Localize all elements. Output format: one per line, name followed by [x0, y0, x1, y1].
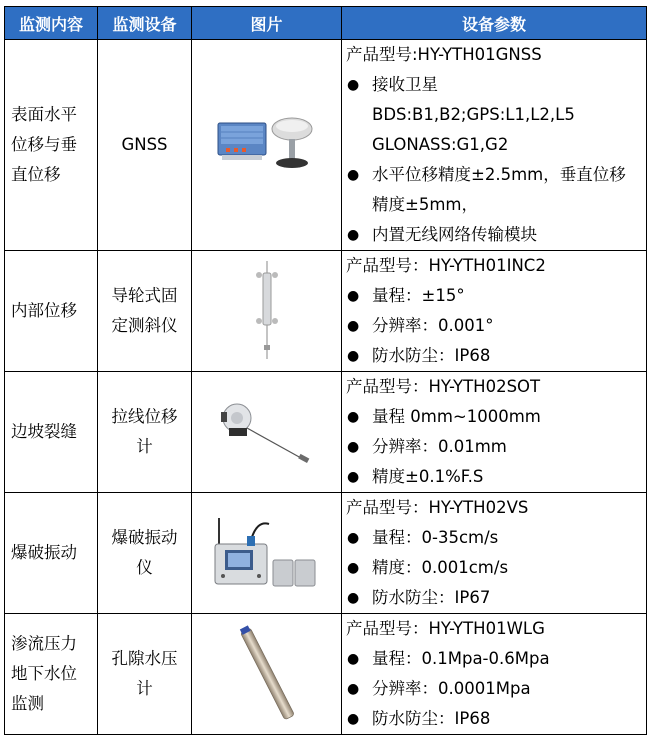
inclinometer-image	[247, 259, 287, 363]
param-bullet: ● 量程 0mm~1000mm	[346, 402, 642, 432]
piezometer-image	[212, 621, 322, 727]
content-line: 监测	[11, 694, 44, 713]
device-name-cell	[98, 372, 192, 493]
param-bullet: ● 水平位移精度±2.5mm，垂直位移	[346, 160, 642, 190]
param-bullet: ● 量程：0.1Mpa-0.6Mpa	[346, 644, 642, 674]
picture-cell	[192, 493, 342, 614]
device-line: 拉线位移	[111, 407, 178, 426]
table-row	[5, 40, 647, 251]
param-bullet: ● 分辨率：0.0001Mpa	[346, 674, 642, 704]
param-bullet: ● 内置无线网络传输模块	[346, 220, 642, 250]
parameters-cell	[342, 40, 647, 251]
equipment-spec-table	[4, 6, 647, 735]
param-continuation: BDS:B1,B2;GPS:L1,L2,L5	[372, 105, 575, 124]
device-line: 爆破振动	[111, 528, 178, 547]
device-line: 计	[136, 437, 153, 456]
device-line: 仪	[136, 558, 153, 577]
monitoring-content-cell	[5, 40, 98, 251]
param-bullet: ● 量程：±15°	[346, 281, 642, 311]
param-bullet: ● 防水防尘：IP68	[346, 341, 642, 371]
monitoring-content-cell	[5, 251, 98, 372]
header-device-parameters: 设备参数	[342, 7, 647, 40]
parameters-cell	[342, 614, 647, 735]
gnss-antenna-dome	[272, 118, 312, 168]
content-line: 边坡裂缝	[11, 422, 77, 441]
device-name-cell	[98, 493, 192, 614]
param-bullet: ● 分辨率：0.001°	[346, 311, 642, 341]
blast-vibrometer-image	[207, 510, 327, 596]
monitoring-content-cell	[5, 372, 98, 493]
picture-cell	[192, 251, 342, 372]
gnss-receiver-image	[212, 105, 322, 185]
table-row	[5, 493, 647, 614]
monitoring-content-cell	[5, 493, 98, 614]
picture-cell	[192, 40, 342, 251]
param-bullet: ● 防水防尘：IP67	[346, 583, 642, 613]
device-line: 孔隙水压	[111, 649, 178, 668]
parameters-cell	[342, 493, 647, 614]
param-bullet: ● 量程：0-35cm/s	[346, 523, 642, 553]
device-name-cell	[98, 251, 192, 372]
param-bullet: ● 防水防尘：IP68	[346, 704, 642, 734]
header-picture: 图片	[192, 7, 342, 40]
param-model-line: 产品型号:HY-YTH01GNSS	[346, 45, 542, 64]
header-monitoring-content: 监测内容	[5, 7, 98, 40]
device-name-cell	[98, 614, 192, 735]
param-bullet: ● 精度：0.001cm/s	[346, 553, 642, 583]
param-model-line: 产品型号：HY-YTH02VS	[346, 498, 529, 517]
device-line: 导轮式固	[111, 286, 178, 305]
device-name-cell	[98, 40, 192, 251]
param-bullet: ● 精度±0.1%F.S	[346, 462, 642, 492]
picture-cell	[192, 372, 342, 493]
content-line: 表面水平	[11, 105, 77, 124]
parameters-cell	[342, 372, 647, 493]
monitoring-content-cell	[5, 614, 98, 735]
picture-cell	[192, 614, 342, 735]
table-row	[5, 251, 647, 372]
content-line: 地下水位	[11, 664, 77, 683]
content-line: 直位移	[11, 165, 61, 184]
param-model-line: 产品型号：HY-YTH02SOT	[346, 377, 541, 396]
header-row	[5, 7, 647, 40]
content-line: 渗流压力	[11, 634, 77, 653]
param-model-line: 产品型号：HY-YTH01WLG	[346, 619, 545, 638]
device-line: 定测斜仪	[111, 316, 178, 335]
param-model-line: 产品型号：HY-YTH01INC2	[346, 256, 546, 275]
param-continuation: 精度±5mm，	[372, 195, 478, 214]
param-bullet: ● 接收卫星	[346, 70, 642, 100]
device-line: GNSS	[121, 135, 168, 154]
content-line: 位移与垂	[11, 135, 77, 154]
param-bullet: ● 分辨率：0.01mm	[346, 432, 642, 462]
draw-wire-sensor-image	[207, 392, 327, 472]
content-line: 爆破振动	[11, 543, 77, 562]
content-line: 内部位移	[11, 301, 77, 320]
table-row	[5, 372, 647, 493]
parameters-cell	[342, 251, 647, 372]
gnss-panel	[218, 123, 266, 160]
device-line: 计	[136, 679, 153, 698]
table-row	[5, 614, 647, 735]
header-monitoring-device: 监测设备	[98, 7, 192, 40]
param-continuation: GLONASS:G1,G2	[372, 135, 509, 154]
